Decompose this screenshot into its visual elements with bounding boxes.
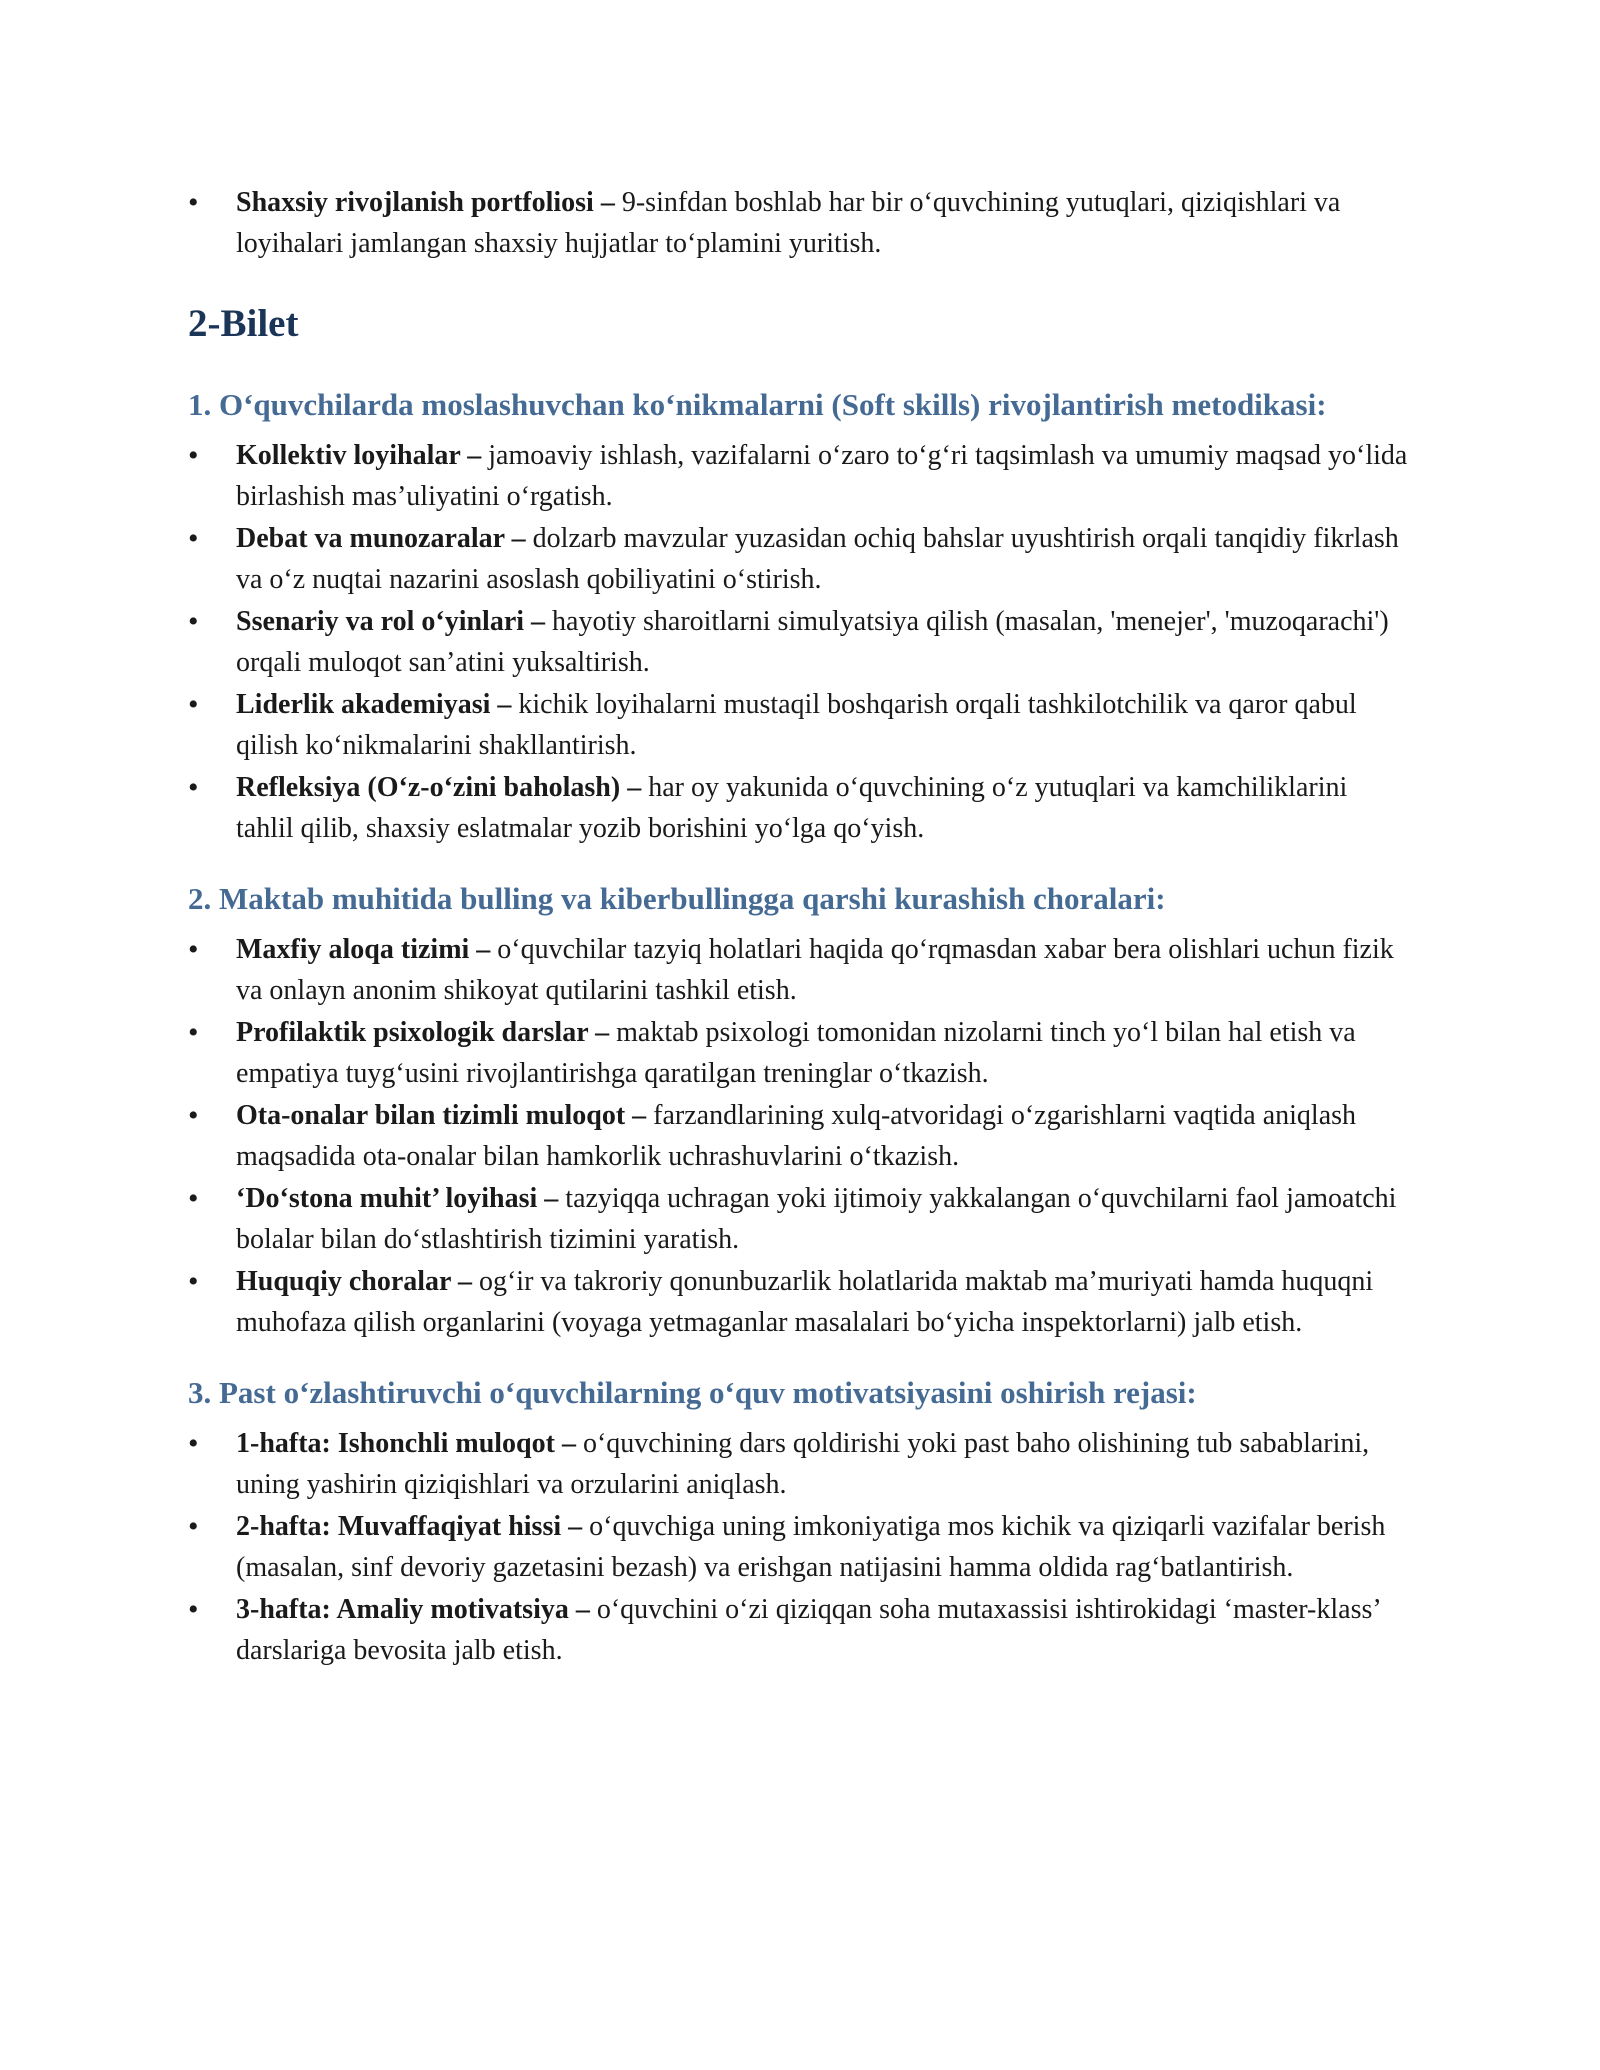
list-item: [188, 1261, 1410, 1343]
bullet-icon: •: [188, 1182, 199, 1215]
section-title: 3. Past o‘zlashtiruvchi o‘quvchilarning o‘quv motivatsiyasini oshirish rejasi:: [188, 1375, 1197, 1410]
section-title: 1. O‘quvchilarda moslashuvchan ko‘nikmalarni (Soft skills) rivojlantirish metodikasi:: [188, 387, 1327, 422]
item-term: Liderlik akademiyasi –: [236, 689, 512, 720]
item-term: Kollektiv loyihalar –: [236, 440, 482, 471]
item-term: ‘Do‘stona muhit’ loyihasi –: [236, 1183, 559, 1214]
item-text: o‘quvchini o‘zi qiziqqan soha mutaxassisi ishtirokidagi ‘master-klass’ darslariga bevosita jalb etish.: [236, 1594, 1380, 1666]
item-term: 2-hafta: Muvaffaqiyat hissi –: [236, 1511, 583, 1542]
section-title: 2. Maktab muhitida bulling va kiberbullingga qarshi kurashish choralari:: [188, 881, 1166, 916]
list-item: [188, 1423, 1410, 1505]
bullet-icon: •: [188, 522, 199, 555]
item-term: Debat va munozaralar –: [236, 523, 526, 554]
bilet-title: 2-Bilet: [188, 302, 299, 345]
bullet-icon: •: [188, 771, 199, 804]
item-text: og‘ir va takroriy qonunbuzarlik holatlarida maktab ma’muriyati hamda huquqni muhofaza qilish organlarini (voyaga yetmaganlar masalalari bo‘yicha inspektorlarni) jalb etish.: [236, 1266, 1374, 1338]
item-text: dolzarb mavzular yuzasidan ochiq bahslar uyushtirish orqali tanqidiy fikrlash va o‘z nuqtai nazarini asoslash qobiliyatini o‘stirish.: [236, 523, 1399, 595]
section-list: [188, 1423, 1410, 1671]
item-term: 1-hafta: Ishonchli muloqot –: [236, 1428, 576, 1459]
section-spacer: [188, 1344, 1410, 1370]
item-term: Shaxsiy rivojlanish portfoliosi –: [236, 187, 615, 218]
list-item: [188, 182, 1410, 264]
item-term: 3-hafta: Amaliy motivatsiya –: [236, 1594, 590, 1625]
list-item: [188, 929, 1410, 1011]
section-list: [188, 435, 1410, 849]
bullet-icon: •: [188, 1016, 199, 1049]
bullet-icon: •: [188, 1099, 199, 1132]
bullet-icon: •: [188, 933, 199, 966]
list-item: [188, 1095, 1410, 1177]
bullet-icon: •: [188, 1593, 199, 1626]
item-text: farzandlarining xulq-atvoridagi o‘zgarishlarni vaqtida aniqlash maqsadida ota-onalar bilan hamkorlik uchrashuvlarini o‘tkazish.: [236, 1100, 1357, 1172]
item-term: Profilaktik psixologik darslar –: [236, 1017, 610, 1048]
bullet-icon: •: [188, 439, 199, 472]
item-term: Huquqiy choralar –: [236, 1266, 472, 1297]
item-text: kichik loyihalarni mustaqil boshqarish orqali tashkilotchilik va qaror qabul qilish ko‘nikmalarini shakllantirish.: [236, 689, 1357, 761]
item-term: Ota-onalar bilan tizimli muloqot –: [236, 1100, 647, 1131]
section-spacer: [188, 850, 1410, 876]
bullet-icon: •: [188, 1427, 199, 1460]
item-text: maktab psixologi tomonidan nizolarni tinch yo‘l bilan hal etish va empatiya tuyg‘usini rivojlantirishga qaratilgan treninglar o‘tkazish.: [236, 1017, 1356, 1089]
bullet-icon: •: [188, 1510, 199, 1543]
list-item: [188, 601, 1410, 683]
bullet-icon: •: [188, 1265, 199, 1298]
item-text: tazyiqqa uchragan yoki ijtimoiy yakkalangan o‘quvchilarni faol jamoatchi bolalar bilan do‘stlashtirish tizimini yaratish.: [236, 1183, 1397, 1255]
item-text: hayotiy sharoitlarni simulyatsiya qilish (masalan, 'menejer', 'muzoqarachi') orqali muloqot san’atini yuksaltirish.: [236, 606, 1389, 678]
list-item: [188, 1178, 1410, 1260]
item-text: 9-sinfdan boshlab har bir o‘quvchining yutuqlari, qiziqishlari va loyihalari jamlangan shaxsiy hujjatlar to‘plamini yuritish.: [236, 187, 1341, 259]
bullet-icon: •: [188, 688, 199, 721]
intro-list: [188, 182, 1410, 264]
item-text: har oy yakunida o‘quvchining o‘z yutuqlari va kamchiliklarini tahlil qilib, shaxsiy eslatmalar yozib borishini yo‘lga qo‘yish.: [236, 772, 1348, 844]
list-item: [188, 518, 1410, 600]
list-item: [188, 1012, 1410, 1094]
item-term: Ssenariy va rol o‘yinlari –: [236, 606, 546, 637]
item-text: o‘quvchiga uning imkoniyatiga mos kichik va qiziqarli vazifalar berish (masalan, sinf devoriy gazetasini bezash) va erishgan natijasini hamma oldida rag‘batlantirish.: [236, 1511, 1386, 1583]
list-item: [188, 1506, 1410, 1588]
item-text: o‘quvchining dars qoldirishi yoki past baho olishining tub sabablarini, uning yashirin qiziqishlari va orzularini aniqlash.: [236, 1428, 1370, 1500]
item-term: Maxfiy aloqa tizimi –: [236, 934, 491, 965]
bullet-icon: •: [188, 605, 199, 638]
list-item: [188, 435, 1410, 517]
bullet-icon: •: [188, 186, 199, 219]
list-item: [188, 1589, 1410, 1671]
list-item: [188, 684, 1410, 766]
item-text: jamoaviy ishlash, vazifalarni o‘zaro to‘g‘ri taqsimlash va umumiy maqsad yo‘lida birlashish mas’uliyatini o‘rgatish.: [236, 440, 1408, 512]
item-term: Refleksiya (O‘z-o‘zini baholash) –: [236, 772, 642, 803]
item-text: o‘quvchilar tazyiq holatlari haqida qo‘rqmasdan xabar bera olishlari uchun fizik va onlayn anonim shikoyat qutilarini tashkil etish.: [236, 934, 1394, 1006]
list-item: [188, 767, 1410, 849]
section-list: [188, 929, 1410, 1343]
